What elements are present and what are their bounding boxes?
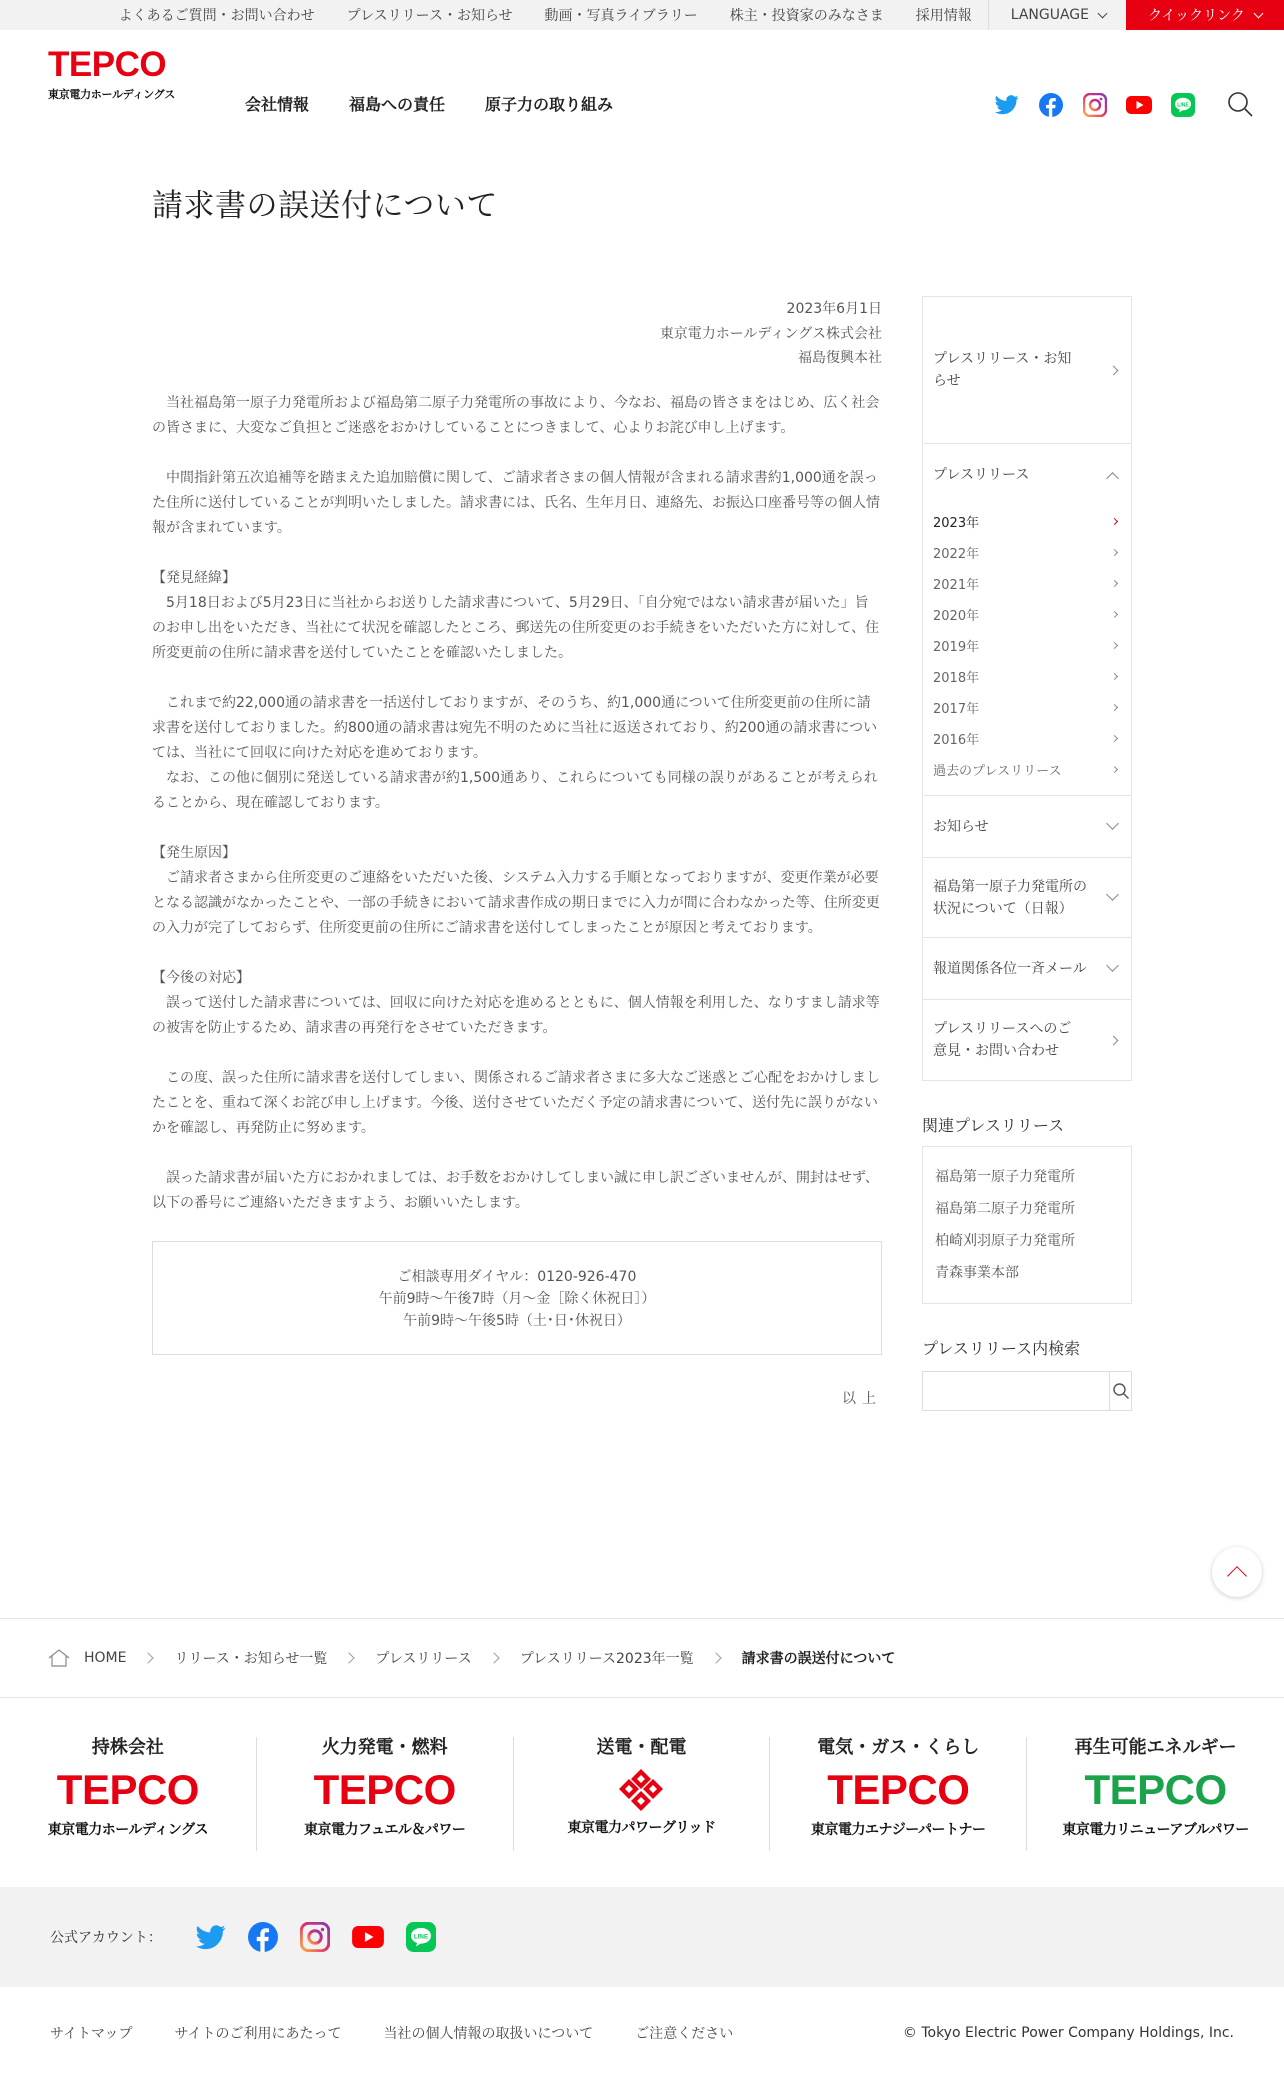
paragraph-apology-2: この度、誤った住所に請求書を送付してしまい、関係されるご請求者さまに多大なご迷惑とご心配をおかけしましたことを、重ねて深くお詫び申し上げます。今後、送付させていただく予定の請求書について、送付先に誤りがないかを確認し、再発防止に努めます。 <box>152 1069 880 1136</box>
power-grid-logo-icon <box>514 1767 770 1813</box>
press-search <box>922 1371 1132 1411</box>
nav-company[interactable]: 会社情報 <box>245 95 310 114</box>
paragraph-cause: ご請求者さまから住所変更のご連絡をいただいた後、システム入力する手順となっておりますが、変更作業が必要となる認識がなかったことや、一部の手続きにおいて請求書作成の期日までに入力が間に合わなかった等、住所変更の入力が完了しておらず、住所変更前の住所にご請求書を送付してしまったことが原因と考えております。 <box>152 869 880 936</box>
company-name: 東京電力ホールディングス <box>47 1822 208 1838</box>
instagram-icon[interactable] <box>1082 92 1108 118</box>
chevron-up-icon <box>1106 472 1119 485</box>
utility-link-recruit[interactable]: 採用情報 <box>915 8 972 24</box>
year-item[interactable]: 2023年 <box>933 506 1121 537</box>
instagram-icon[interactable] <box>300 1922 330 1952</box>
chevron-down-icon <box>1106 888 1119 901</box>
chevron-right-icon <box>1111 704 1118 711</box>
related-title: 関連プレスリリース <box>922 1116 1065 1135</box>
year-item[interactable]: 2017年 <box>933 692 1121 723</box>
chevron-right-icon <box>1111 518 1118 525</box>
year-item-archive[interactable]: 過去のプレスリリース <box>933 754 1121 785</box>
article-meta <box>152 297 882 371</box>
utility-links <box>103 0 988 30</box>
year-item[interactable]: 2022年 <box>933 537 1121 568</box>
footer-link-sitemap[interactable]: サイトマップ <box>50 2026 133 2042</box>
company-category: 再生可能エネルギー <box>1074 1737 1237 1758</box>
tepco-logo[interactable] <box>48 47 188 102</box>
site-footer <box>0 2006 1284 2060</box>
year-item[interactable]: 2016年 <box>933 723 1121 754</box>
paragraph-apology: 当社福島第一原子力発電所および福島第二原子力発電所の事故により、今なお、福島の皆さまをはじめ、広く社会の皆さまに、大変なご負担とご迷惑をおかけしていることにつきまして、心よりお詫び申し上げます。 <box>152 394 880 436</box>
press-search-title: プレスリリース内検索 <box>922 1339 1081 1358</box>
chevron-right-icon <box>710 1652 721 1663</box>
chevron-right-icon <box>143 1652 154 1663</box>
facebook-icon[interactable] <box>1038 92 1064 118</box>
company-energy-partner[interactable] <box>770 1737 1027 1851</box>
year-item[interactable]: 2018年 <box>933 661 1121 692</box>
svg-text:LINE: LINE <box>413 1933 428 1941</box>
company-name: 東京電力フュエル＆パワー <box>304 1822 466 1838</box>
utility-bar <box>0 0 1284 30</box>
breadcrumb-releases[interactable]: リリース・お知らせ一覧 <box>174 1651 328 1667</box>
quick-link-button[interactable] <box>1126 0 1284 30</box>
copyright: © Tokyo Electric Power Company Holdings, Inc. <box>902 2025 1234 2041</box>
nav-fukushima[interactable]: 福島への責任 <box>349 95 446 114</box>
breadcrumb <box>0 1618 1284 1698</box>
footer-link-terms[interactable]: サイトのご利用にあたって <box>174 2026 342 2042</box>
company-logo: TEPCO <box>1084 1766 1227 1813</box>
breadcrumb-press[interactable]: プレスリリース <box>375 1651 472 1667</box>
sidebar-item-label: プレスリリース・お知らせ <box>933 351 1072 389</box>
language-label: LANGUAGE <box>1010 7 1089 23</box>
facebook-icon[interactable] <box>248 1922 278 1952</box>
sidebar-item-press[interactable] <box>923 444 1131 506</box>
year-list <box>923 506 1131 795</box>
paragraph-response: 誤って送付した請求書については、回収に向けた対応を進めるとともに、個人情報を利用した、なりすまし請求等の被害を防止するため、請求書の再発行をさせていただきます。 <box>152 994 880 1036</box>
chevron-right-icon <box>1111 735 1118 742</box>
department-name: 福島復興本社 <box>798 350 882 366</box>
line-icon[interactable] <box>406 1922 436 1952</box>
twitter-icon[interactable] <box>994 92 1020 118</box>
paragraph-request: 誤った請求書が届いた方におかれましては、お手数をおかけしてしまい誠に申し訳ございませんが、開封はせず、以下の番号にご連絡いただきますよう、お願いいたします。 <box>152 1169 879 1211</box>
company-logo: TEPCO <box>56 1766 199 1813</box>
breadcrumb-current: 請求書の誤送付について <box>741 1651 896 1667</box>
contact-box <box>152 1241 882 1355</box>
sidebar-item-label: プレスリリース <box>933 467 1030 483</box>
line-icon[interactable] <box>1170 92 1196 118</box>
company-category: 送電・配電 <box>596 1737 687 1758</box>
company-category: 持株会社 <box>91 1737 164 1758</box>
company-name: 東京電力ホールディングス株式会社 <box>659 325 882 342</box>
chevron-right-icon <box>1111 580 1118 587</box>
footer-link-privacy[interactable]: 当社の個人情報の取扱いについて <box>383 2026 594 2042</box>
company-name: 東京電力パワーグリッド <box>567 1820 716 1836</box>
sidebar-item-label: 福島第一原子力発電所の状況について（日報） <box>933 878 1087 917</box>
heading-discovery: 【発見経緯】 <box>152 569 236 586</box>
sidebar-item-label: お知らせ <box>933 818 989 835</box>
sidebar-press-group <box>923 444 1131 796</box>
utility-link-press[interactable]: プレスリリース・お知らせ <box>346 8 513 24</box>
accounts-label: 公式アカウント： <box>50 1930 162 1946</box>
utility-link-investors[interactable]: 株主・投資家のみなさま <box>729 8 884 24</box>
year-item[interactable]: 2021年 <box>933 568 1121 599</box>
sidebar-item-label: 報道関係各位一斉メール <box>933 960 1087 977</box>
company-logo: TEPCO <box>827 1766 970 1813</box>
chevron-right-icon <box>1111 611 1118 618</box>
global-nav <box>245 92 613 115</box>
social-links-footer <box>196 1922 436 1952</box>
quick-link-label: クイックリンク <box>1148 8 1245 24</box>
chevron-down-icon <box>1098 8 1108 18</box>
sidebar-item-opinion[interactable] <box>923 1000 1131 1080</box>
utility-link-library[interactable]: 動画・写真ライブラリー <box>544 8 698 24</box>
year-item[interactable]: 2019年 <box>933 630 1121 661</box>
company-category: 火力発電・燃料 <box>321 1737 448 1758</box>
social-links-header <box>994 92 1196 118</box>
related-list <box>922 1146 1132 1304</box>
footer-link-caution[interactable]: ご注意ください <box>635 2026 734 2042</box>
logo-mark: TEPCO <box>48 45 167 84</box>
related-item[interactable]: 福島第二原子力発電所 <box>935 1201 1075 1217</box>
youtube-icon[interactable] <box>1126 92 1152 118</box>
publish-date: 2023年6月1日 <box>786 301 882 317</box>
chevron-down-icon <box>1253 8 1263 18</box>
contact-hours-weekend: 午前9時～午後5時（土･日･休祝日） <box>403 1312 631 1329</box>
company-name: 東京電力リニューアブルパワー <box>1062 1822 1249 1838</box>
twitter-icon[interactable] <box>196 1922 226 1952</box>
chevron-right-icon <box>1111 549 1118 556</box>
svg-text:LINE: LINE <box>1177 102 1189 109</box>
company-holdings[interactable] <box>0 1737 257 1851</box>
sidebar-item-news[interactable] <box>923 796 1131 858</box>
end-mark: 以上 <box>842 1390 882 1407</box>
chevron-right-icon <box>1109 1035 1119 1045</box>
company-renewable-power[interactable] <box>1027 1737 1284 1851</box>
contact-phone: ご相談専用ダイヤル：0120-926-470 <box>397 1268 637 1285</box>
sidebar-item-label: プレスリリースへのご意見・お問い合わせ <box>933 1021 1072 1059</box>
youtube-icon[interactable] <box>352 1922 384 1952</box>
press-search-input[interactable] <box>923 1372 1109 1410</box>
related-item[interactable]: 青森事業本部 <box>935 1265 1019 1281</box>
chevron-right-icon <box>1111 642 1118 649</box>
chevron-right-icon <box>488 1652 499 1663</box>
press-search-button[interactable] <box>1109 1372 1131 1410</box>
company-category: 電気・ガス・くらし <box>817 1737 980 1758</box>
sidebar-item-press-and-news[interactable] <box>923 297 1131 444</box>
chevron-down-icon <box>1106 959 1119 972</box>
nav-nuclear[interactable]: 原子力の取り組み <box>485 95 614 114</box>
group-companies <box>0 1737 1284 1851</box>
paragraph-details: これまで約22,000通の請求書を一括送付しておりますが、そのうち、約1,000通について住所変更前の住所に請求書を送付しておりました。約800通の請求書は宛先不明のために当社に返送されており、約200通の請求書については、当社にて回収に向けた対応を進めております。 <box>152 694 878 761</box>
utility-link-faq[interactable]: よくあるご質問・お問い合わせ <box>118 8 315 24</box>
company-name: 東京電力エナジーパートナー <box>811 1822 986 1838</box>
chevron-right-icon <box>1111 766 1118 773</box>
contact-hours-weekday: 午前9時～午後7時（月～金［除く休祝日］） <box>378 1290 656 1307</box>
home-icon <box>48 1649 70 1667</box>
paragraph-discovery: 5月18日および5月23日に当社からお送りした請求書について、5月29日、「自分宛ではない請求書が届いた」旨のお申し出をいただき、当社にて状況を確認したところ、郵送先の住所変更のお手続きをいただいた方に対して、住所変更前の住所に請求書を送付していたことを確認いたしました。 <box>152 594 880 661</box>
sidebar-nav <box>922 296 1132 1081</box>
breadcrumb-press-2023[interactable]: プレスリリース2023年一覧 <box>519 1651 694 1667</box>
chevron-down-icon <box>1106 817 1119 830</box>
heading-response: 【今後の対応】 <box>152 969 250 986</box>
chevron-up-icon <box>1227 1566 1247 1586</box>
site-header <box>0 30 1284 120</box>
sidebar-item-fukushima-status[interactable] <box>923 858 1131 938</box>
year-item[interactable]: 2020年 <box>933 599 1121 630</box>
paragraph-other: なお、この他に個別に発送している請求書が約1,500通あり、これらについても同様の誤りがあることが考えられることから、現在確認しております。 <box>152 769 878 811</box>
company-power-grid[interactable] <box>514 1737 771 1851</box>
sidebar-item-media-mail[interactable] <box>923 938 1131 1000</box>
article-body <box>152 297 882 1412</box>
heading-cause: 【発生原因】 <box>152 844 236 861</box>
breadcrumb-home[interactable]: HOME <box>84 1650 127 1666</box>
paragraph-summary: 中間指針第五次追補等を踏まえた追加賠償に関して、ご請求者さまの個人情報が含まれる請求書約1,000通を誤った住所に送付していることが判明いたしました。請求書には、氏名、生年月日、連絡先、お振込口座番号等の個人情報が含まれています。 <box>152 469 880 536</box>
sidebar <box>922 296 1132 1411</box>
company-logo: TEPCO <box>313 1766 456 1813</box>
chevron-right-icon <box>1111 673 1118 680</box>
page-title: 請求書の誤送付について <box>152 188 498 224</box>
search-icon <box>1112 1382 1130 1400</box>
language-selector[interactable] <box>988 0 1126 30</box>
related-item[interactable]: 福島第一原子力発電所 <box>935 1169 1075 1185</box>
related-item[interactable]: 柏崎刈羽原子力発電所 <box>935 1233 1075 1249</box>
search-icon[interactable] <box>1226 90 1254 122</box>
official-accounts <box>0 1887 1284 1987</box>
footer-links <box>50 2023 733 2043</box>
page-top-button[interactable] <box>1212 1547 1262 1597</box>
chevron-right-icon <box>344 1652 355 1663</box>
chevron-right-icon <box>1109 365 1119 375</box>
logo-subtitle: 東京電力ホールディングス <box>48 88 175 101</box>
company-fuel-power[interactable] <box>257 1737 514 1851</box>
